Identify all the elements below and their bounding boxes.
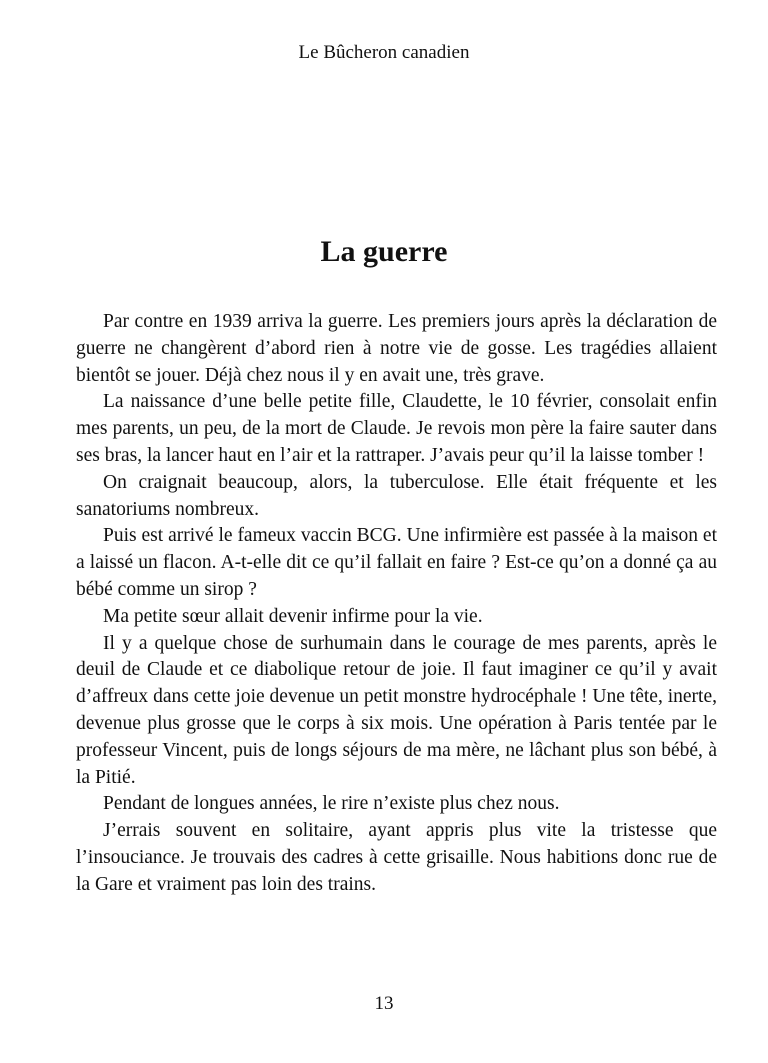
paragraph: Pendant de longues années, le rire n’existe plus chez nous. — [103, 793, 560, 815]
body-text — [76, 309, 717, 899]
running-header: Le Bûcheron canadien — [298, 42, 470, 63]
page-number: 13 — [374, 993, 394, 1014]
paragraph: La naissance d’une belle petite fille, Claudette, le 10 février, consolait enfin mes parents, un peu, de la mort de Claude. Je revois mon père la faire sauter dans ses bras, la lancer haut en l’air et la rattraper. J’avais peur qu’il la laisse tomber ! — [76, 391, 717, 466]
paragraph: Puis est arrivé le fameux vaccin BCG. Une infirmière est passée à la maison et a laissé un flacon. A-t-elle dit ce qu’il fallait en faire ? Est-ce qu’on a donné ça au bébé comme un sirop ? — [76, 525, 717, 600]
paragraph: J’errais souvent en solitaire, ayant appris plus vite la tristesse que l’insouciance. Je trouvais des cadres à cette grisaille. Nous habitions donc rue de la Gare et vraiment pas loin des trains. — [76, 820, 717, 895]
chapter-title: La guerre — [320, 235, 448, 268]
paragraph: On craignait beaucoup, alors, la tuberculose. Elle était fréquente et les sanatoriums nombreux. — [76, 471, 717, 520]
paragraph: Il y a quelque chose de surhumain dans le courage de mes parents, après le deuil de Claude et ce diabolique retour de joie. Il faut imaginer ce qu’il y avait d’affreux dans cette joie devenue un petit monstre hydrocéphale ! Une tête, inerte, devenue plus grosse que le corps à six mois. Une opération à Paris tentée par le professeur Vincent, puis de longs séjours de ma mère, ne lâchant plus son bébé, à la Pitié. — [76, 632, 717, 788]
paragraph: Ma petite sœur allait devenir infirme pour la vie. — [103, 605, 483, 627]
paragraph: Par contre en 1939 arriva la guerre. Les premiers jours après la déclaration de guerre ne changèrent d’abord rien à notre vie de gosse. Les tragédies allaient bientôt se jouer. Déjà chez nous il y en avait une, très grave. — [76, 311, 717, 386]
